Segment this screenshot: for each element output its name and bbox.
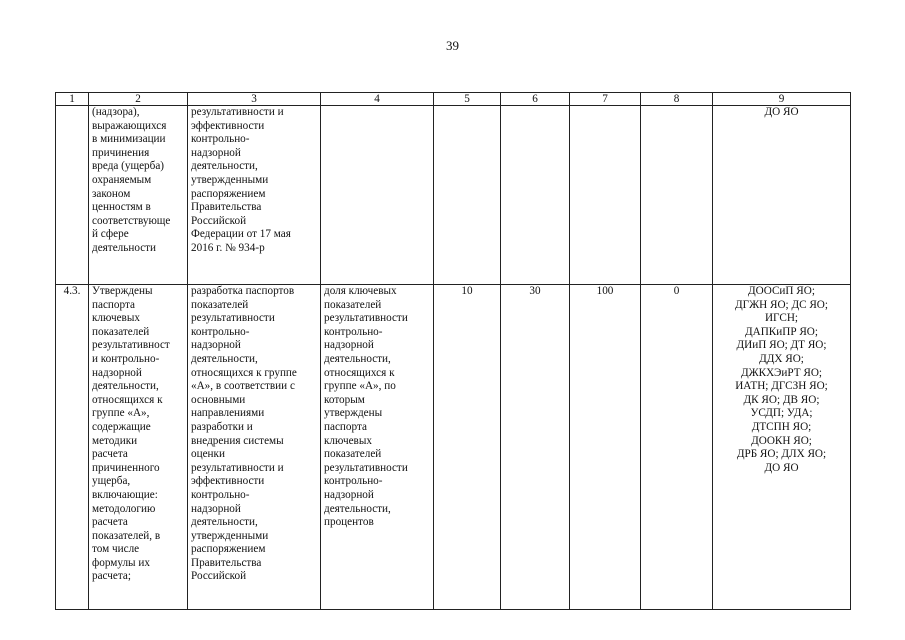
table-row-continued xyxy=(56,106,851,285)
col-header-6: 6 xyxy=(501,93,570,106)
col-header-3: 3 xyxy=(188,93,321,106)
cell-measure: разработка паспортов показателей результативности контрольно- надзорной деятельности, относящихся к группе «А», в соответствии с основными направлениями разработки и внедрения системы оценки результативности и эффективности контрольно- надзорной деятельности, утвержденными распоряжением Правительства Российской xyxy=(188,285,321,610)
cell-responsible: ДООСиП ЯО; ДГЖН ЯО; ДС ЯО; ИГСН; ДАПКиПР ЯО; ДИиП ЯО; ДТ ЯО; ДДХ ЯО; ДЖКХЭиРТ ЯО; ИАТН; ДГСЗН ЯО; ДК ЯО; ДВ ЯО; УСДП; УДА; ДТСПН ЯО; ДООКН ЯО; ДРБ ЯО; ДЛХ ЯО; ДО ЯО xyxy=(713,285,851,610)
cell-value-8 xyxy=(641,106,713,285)
col-header-7: 7 xyxy=(570,93,641,106)
page-number: 39 xyxy=(446,38,459,53)
cell-value-5: 10 xyxy=(434,285,501,610)
cell-measure: результативности и эффективности контрольно- надзорной деятельности, утвержденными распоряжением Правительства Российской Федерации от 17 мая 2016 г. № 934-р xyxy=(188,106,321,285)
cell-indicator: доля ключевых показателей результативности контрольно- надзорной деятельности, относящихся к группе «А», по которым утверждены паспорта ключевых показателей результативности контрольно- надзорной деятельности, процентов xyxy=(321,285,434,610)
cell-number xyxy=(56,106,89,285)
cell-goal: (надзора), выражающихся в минимизации причинения вреда (ущерба) охраняемым законом ценностям в соответствующе й сфере деятельности xyxy=(89,106,188,285)
cell-indicator xyxy=(321,106,434,285)
cell-value-5 xyxy=(434,106,501,285)
col-header-1: 1 xyxy=(56,93,89,106)
col-header-2: 2 xyxy=(89,93,188,106)
cell-value-8: 0 xyxy=(641,285,713,610)
col-header-5: 5 xyxy=(434,93,501,106)
header-row xyxy=(56,93,851,106)
table-row-4-3 xyxy=(56,285,851,610)
col-header-9: 9 xyxy=(713,93,851,106)
cell-goal: Утверждены паспорта ключевых показателей результативност и контрольно- надзорной деятельности, относящихся к группе «А», содержащие методики расчета причиненного ущерба, включающие: методологию расчета показателей, в том числе формулы их расчета; xyxy=(89,285,188,610)
cell-value-7: 100 xyxy=(570,285,641,610)
cell-value-6 xyxy=(501,106,570,285)
cell-responsible: ДО ЯО xyxy=(713,106,851,285)
cell-number: 4.3. xyxy=(56,285,89,610)
cell-value-7 xyxy=(570,106,641,285)
col-header-4: 4 xyxy=(321,93,434,106)
data-table xyxy=(55,92,851,610)
cell-value-6: 30 xyxy=(501,285,570,610)
col-header-8: 8 xyxy=(641,93,713,106)
